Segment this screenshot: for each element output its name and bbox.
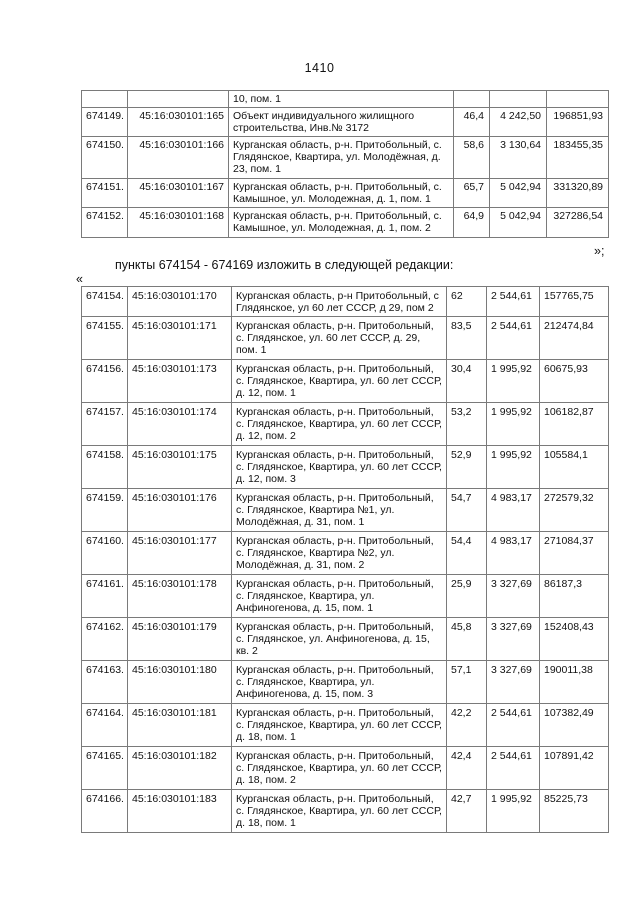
table-row xyxy=(82,790,609,833)
cell-item-number: 674152. xyxy=(82,208,128,238)
table-row xyxy=(82,287,609,317)
cell-cadastral-number: 45:16:030101:175 xyxy=(128,446,232,489)
cell-area: 54,4 xyxy=(447,532,487,575)
cell-item-number: 674165. xyxy=(82,747,128,790)
cell-rate: 5 042,94 xyxy=(490,208,547,238)
cell-rate: 4 242,50 xyxy=(490,108,547,137)
cell-rate: 4 983,17 xyxy=(487,532,540,575)
table-row xyxy=(82,403,609,446)
cell-value: 212474,84 xyxy=(540,317,609,360)
cell-cadastral-number: 45:16:030101:182 xyxy=(128,747,232,790)
cell-area: 65,7 xyxy=(454,179,490,208)
cell-value: 86187,3 xyxy=(540,575,609,618)
cell-rate: 3 327,69 xyxy=(487,575,540,618)
cell-cadastral-number: 45:16:030101:170 xyxy=(128,287,232,317)
cell-value: 85225,73 xyxy=(540,790,609,833)
cell-cadastral-number: 45:16:030101:165 xyxy=(128,108,229,137)
cell-rate: 1 995,92 xyxy=(487,360,540,403)
table-row xyxy=(82,532,609,575)
cell-area: 52,9 xyxy=(447,446,487,489)
cell-item-number: 674163. xyxy=(82,661,128,704)
cell-item-number: 674158. xyxy=(82,446,128,489)
table-row xyxy=(82,179,609,208)
cell-item-number: 674151. xyxy=(82,179,128,208)
cell-cadastral-number: 45:16:030101:178 xyxy=(128,575,232,618)
opening-quote-mark: « xyxy=(76,272,83,286)
cell-cadastral-number xyxy=(128,91,229,108)
cell-value: 157765,75 xyxy=(540,287,609,317)
cell-item-number: 674160. xyxy=(82,532,128,575)
table-row xyxy=(82,747,609,790)
cell-address: Курганская область, р-н. Притобольный, с. Глядянское, Квартира, ул. Анфиногенова, д. 15, пом. 1 xyxy=(232,575,447,618)
cell-address: Курганская область, р-н. Притобольный, с. Глядянское, ул. 60 лет СССР, д. 29, пом. 1 xyxy=(232,317,447,360)
cell-rate: 3 327,69 xyxy=(487,661,540,704)
table-row xyxy=(82,360,609,403)
cell-cadastral-number: 45:16:030101:167 xyxy=(128,179,229,208)
cell-item-number: 674155. xyxy=(82,317,128,360)
cell-address: Курганская область, р-н. Притобольный, с. Глядянское, Квартира, ул. 60 лет СССР, д. 18, пом. 1 xyxy=(232,790,447,833)
cell-address: Курганская область, р-н. Притобольный, с. Камышное, ул. Молодежная, д. 1, пом. 1 xyxy=(229,179,454,208)
cell-address: Курганская область, р-н. Притобольный, с. Глядянское, Квартира №1, ул. Молодёжная, д. 31, пом. 1 xyxy=(232,489,447,532)
cell-cadastral-number: 45:16:030101:177 xyxy=(128,532,232,575)
table-continuation xyxy=(81,90,609,238)
cell-rate: 3 327,69 xyxy=(487,618,540,661)
closing-quote-mark: »; xyxy=(594,244,605,258)
table-row xyxy=(82,108,609,137)
cell-value: 272579,32 xyxy=(540,489,609,532)
cell-area: 62 xyxy=(447,287,487,317)
cell-rate: 3 130,64 xyxy=(490,137,547,179)
table-row xyxy=(82,489,609,532)
table-amended-items xyxy=(81,286,609,833)
cell-area: 45,8 xyxy=(447,618,487,661)
table-row xyxy=(82,91,609,108)
cell-address: Курганская область, р-н. Притобольный, с. Глядянское, Квартира, ул. Анфиногенова, д. 15, пом. 3 xyxy=(232,661,447,704)
cell-rate: 1 995,92 xyxy=(487,403,540,446)
cell-value: 331320,89 xyxy=(547,179,609,208)
cell-value: 107382,49 xyxy=(540,704,609,747)
table-row xyxy=(82,618,609,661)
cell-area: 64,9 xyxy=(454,208,490,238)
cell-value: 327286,54 xyxy=(547,208,609,238)
cell-value xyxy=(547,91,609,108)
page-number: 1410 xyxy=(304,61,335,75)
cell-address: Курганская область, р-н. Притобольный, с. Глядянское, ул. Анфиногенова, д. 15, кв. 2 xyxy=(232,618,447,661)
cell-item-number: 674156. xyxy=(82,360,128,403)
cell-cadastral-number: 45:16:030101:173 xyxy=(128,360,232,403)
cell-area: 53,2 xyxy=(447,403,487,446)
cell-address: 10, пом. 1 xyxy=(229,91,454,108)
cell-item-number: 674166. xyxy=(82,790,128,833)
cell-value: 183455,35 xyxy=(547,137,609,179)
cell-cadastral-number: 45:16:030101:168 xyxy=(128,208,229,238)
cell-address: Курганская область, р-н. Притобольный, с. Глядянское, Квартира, ул. Молодёжная, д. 23, пом. 1 xyxy=(229,137,454,179)
cell-item-number: 674154. xyxy=(82,287,128,317)
cell-area: 46,4 xyxy=(454,108,490,137)
cell-rate: 2 544,61 xyxy=(487,747,540,790)
cell-rate xyxy=(490,91,547,108)
cell-address: Курганская область, р-н Притобольный, с Глядянское, ул 60 лет СССР, д 29, пом 2 xyxy=(232,287,447,317)
cell-item-number: 674164. xyxy=(82,704,128,747)
cell-value: 105584,1 xyxy=(540,446,609,489)
cell-item-number: 674162. xyxy=(82,618,128,661)
cell-item-number: 674149. xyxy=(82,108,128,137)
cell-cadastral-number: 45:16:030101:180 xyxy=(128,661,232,704)
cell-item-number xyxy=(82,91,128,108)
cell-cadastral-number: 45:16:030101:166 xyxy=(128,137,229,179)
cell-value: 152408,43 xyxy=(540,618,609,661)
cell-address: Курганская область, р-н. Притобольный, с. Глядянское, Квартира, ул. 60 лет СССР, д. 18, пом. 1 xyxy=(232,704,447,747)
cell-cadastral-number: 45:16:030101:181 xyxy=(128,704,232,747)
cell-area xyxy=(454,91,490,108)
table-row xyxy=(82,661,609,704)
cell-value: 190011,38 xyxy=(540,661,609,704)
cell-area: 30,4 xyxy=(447,360,487,403)
cell-address: Курганская область, р-н. Притобольный, с. Глядянское, Квартира, ул. 60 лет СССР, д. 18, пом. 2 xyxy=(232,747,447,790)
cell-item-number: 674157. xyxy=(82,403,128,446)
cell-value: 271084,37 xyxy=(540,532,609,575)
table-row xyxy=(82,446,609,489)
cell-cadastral-number: 45:16:030101:179 xyxy=(128,618,232,661)
cell-rate: 2 544,61 xyxy=(487,287,540,317)
table-row xyxy=(82,317,609,360)
amendment-intro-text: пункты 674154 - 674169 изложить в следующей редакции: xyxy=(115,258,454,272)
table-row xyxy=(82,704,609,747)
cell-address: Курганская область, р-н. Притобольный, с. Камышное, ул. Молодежная, д. 1, пом. 2 xyxy=(229,208,454,238)
cell-item-number: 674161. xyxy=(82,575,128,618)
cell-cadastral-number: 45:16:030101:176 xyxy=(128,489,232,532)
cell-address: Объект индивидуального жилищного строительства, Инв.№ 3172 xyxy=(229,108,454,137)
cell-area: 57,1 xyxy=(447,661,487,704)
cell-rate: 4 983,17 xyxy=(487,489,540,532)
cell-item-number: 674150. xyxy=(82,137,128,179)
table-row xyxy=(82,208,609,238)
cell-value: 106182,87 xyxy=(540,403,609,446)
cell-area: 42,4 xyxy=(447,747,487,790)
cell-area: 25,9 xyxy=(447,575,487,618)
cell-rate: 2 544,61 xyxy=(487,317,540,360)
cell-value: 196851,93 xyxy=(547,108,609,137)
cell-value: 60675,93 xyxy=(540,360,609,403)
cell-rate: 2 544,61 xyxy=(487,704,540,747)
cell-area: 58,6 xyxy=(454,137,490,179)
table-row xyxy=(82,575,609,618)
cell-rate: 1 995,92 xyxy=(487,446,540,489)
cell-area: 83,5 xyxy=(447,317,487,360)
cell-address: Курганская область, р-н. Притобольный, с. Глядянское, Квартира, ул. 60 лет СССР, д. 12, пом. 3 xyxy=(232,446,447,489)
cell-cadastral-number: 45:16:030101:183 xyxy=(128,790,232,833)
cell-cadastral-number: 45:16:030101:174 xyxy=(128,403,232,446)
cell-area: 54,7 xyxy=(447,489,487,532)
cell-rate: 5 042,94 xyxy=(490,179,547,208)
cell-address: Курганская область, р-н. Притобольный, с. Глядянское, Квартира, ул. 60 лет СССР, д. 12, пом. 2 xyxy=(232,403,447,446)
cell-address: Курганская область, р-н. Притобольный, с. Глядянское, Квартира №2, ул. Молодёжная, д. 31, пом. 2 xyxy=(232,532,447,575)
cell-value: 107891,42 xyxy=(540,747,609,790)
cell-address: Курганская область, р-н. Притобольный, с. Глядянское, Квартира, ул. 60 лет СССР, д. 12, пом. 1 xyxy=(232,360,447,403)
cell-cadastral-number: 45:16:030101:171 xyxy=(128,317,232,360)
cell-area: 42,7 xyxy=(447,790,487,833)
table-row xyxy=(82,137,609,179)
cell-item-number: 674159. xyxy=(82,489,128,532)
cell-area: 42,2 xyxy=(447,704,487,747)
cell-rate: 1 995,92 xyxy=(487,790,540,833)
